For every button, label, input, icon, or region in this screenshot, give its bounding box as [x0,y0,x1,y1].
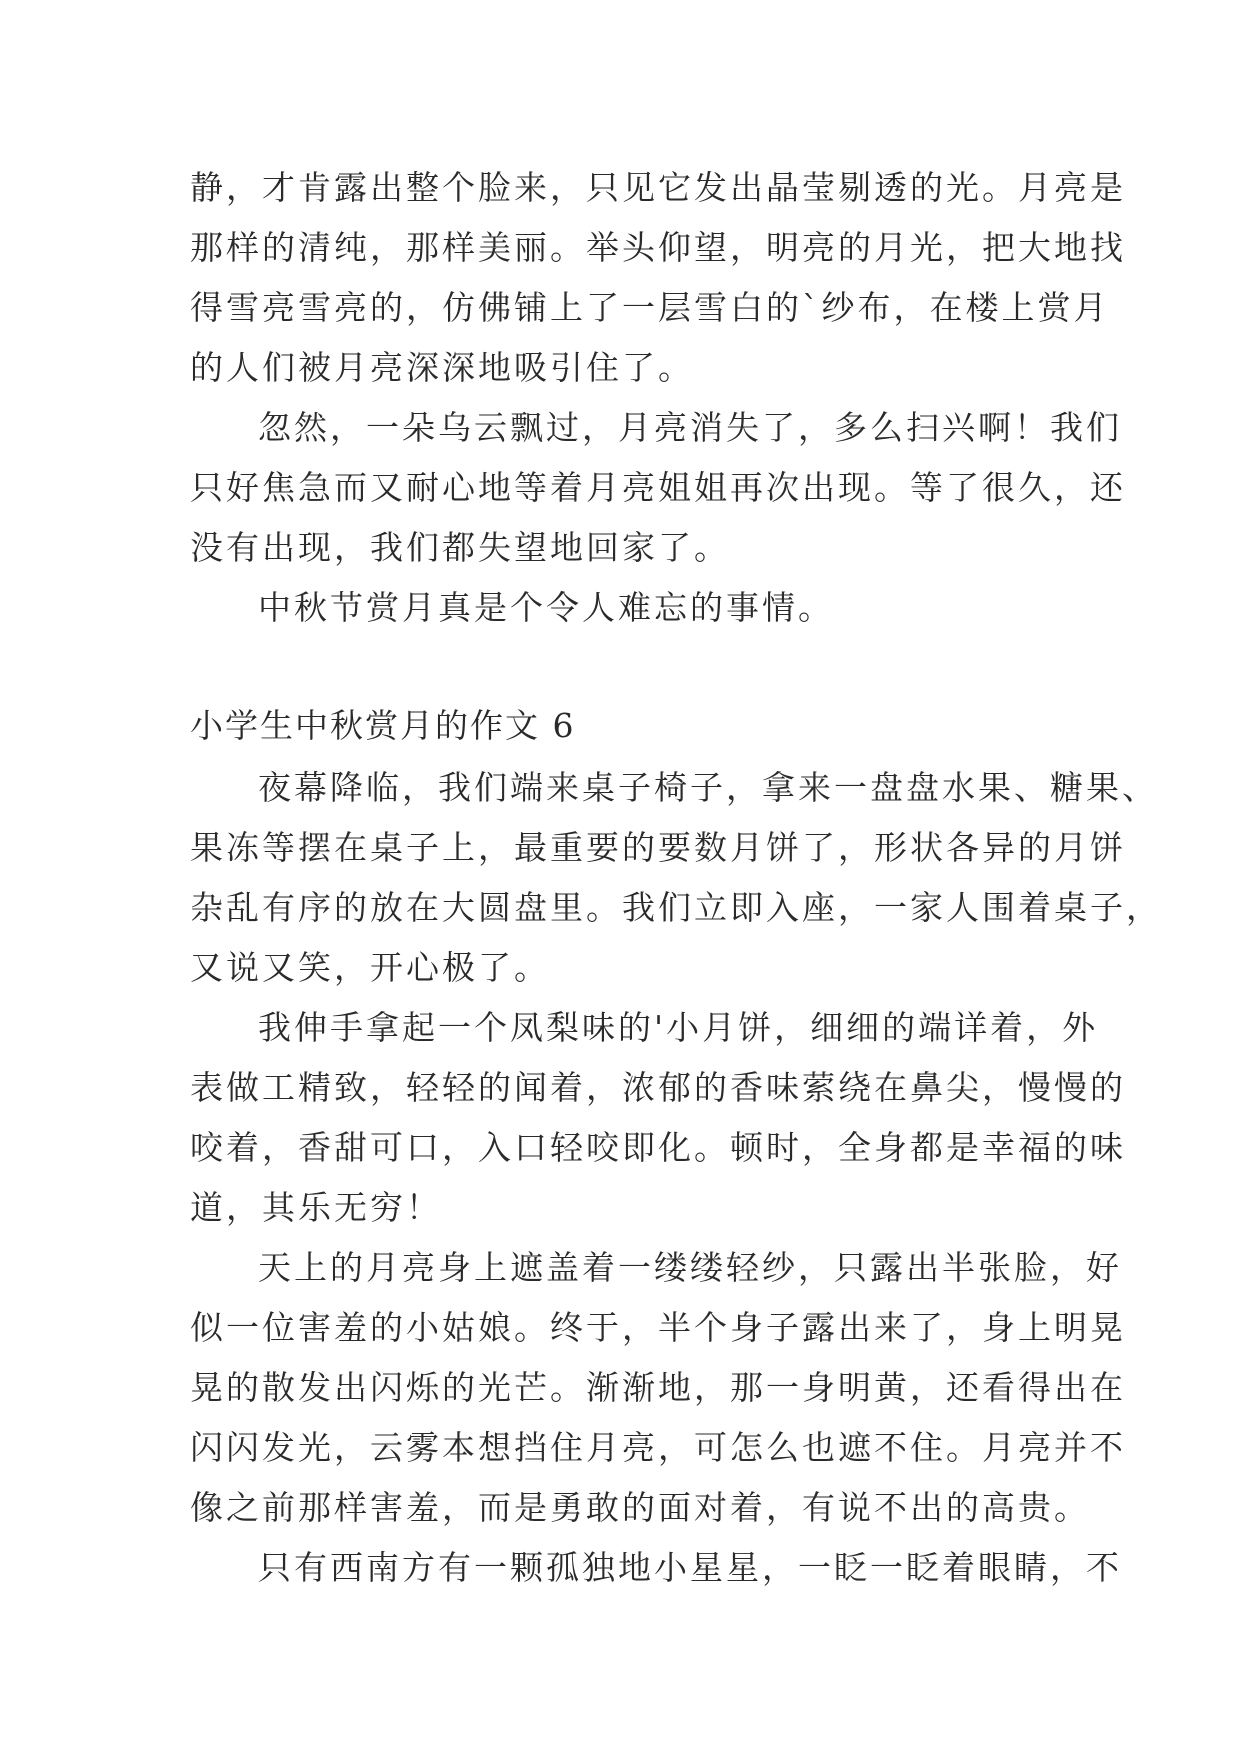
text-line: 晃的散发出闪烁的光芒。渐渐地，那一身明黄，还看得出在 [190,1368,1126,1407]
text-line: 忽然，一朵乌云飘过，月亮消失了，多么扫兴啊！我们 [258,408,1122,447]
text-line: 夜幕降临，我们端来桌子椅子，拿来一盘盘水果、糖果、 [258,768,1158,807]
paragraph [190,1238,1126,1538]
paragraph-continuation [190,158,1126,398]
text-line: 道，其乐无穷！ [190,1188,442,1227]
text-line: 中秋节赏月真是个令人难忘的事情。 [258,588,834,627]
text-line: 闪闪发光，云雾本想挡住月亮，可怎么也遮不住。月亮并不 [190,1428,1126,1467]
text-line: 果冻等摆在桌子上，最重要的要数月饼了，形状各异的月饼 [190,828,1126,867]
text-line: 只好焦急而又耐心地等着月亮姐姐再次出现。等了很久，还 [190,468,1126,507]
text-line: 表做工精致，轻轻的闻着，浓郁的香味萦绕在鼻尖，慢慢的 [190,1068,1126,1107]
paragraph [190,998,1126,1238]
text-line: 那样的清纯，那样美丽。举头仰望，明亮的月光，把大地找 [190,228,1126,267]
text-line: 静，才肯露出整个脸来，只见它发出晶莹剔透的光。月亮是 [190,168,1126,207]
text-line: 只有西南方有一颗孤独地小星星，一眨一眨着眼睛，不 [258,1548,1122,1587]
paragraph [190,398,1126,578]
text-line: 咬着，香甜可口，入口轻咬即化。顿时，全身都是幸福的味 [190,1128,1126,1167]
paragraph [190,578,1060,638]
text-line: 得雪亮雪亮的，仿佛铺上了一层雪白的`纱布，在楼上赏月 [190,288,1110,327]
section-title: 小学生中秋赏月的作文 6 [190,706,576,745]
text-line: 又说又笑，开心极了。 [190,948,550,987]
paragraph [190,758,1162,998]
text-line: 没有出现，我们都失望地回家了。 [190,528,730,567]
text-line: 似一位害羞的小姑娘。终于，半个身子露出来了，身上明晃 [190,1308,1126,1347]
text-line: 杂乱有序的放在大圆盘里。我们立即入座，一家人围着桌子， [190,888,1162,927]
text-line: 的人们被月亮深深地吸引住了。 [190,348,694,387]
paragraph [190,1538,1122,1598]
text-line: 我伸手拿起一个凤梨味的'小月饼，细细的端详着，外 [258,1008,1099,1047]
text-line: 像之前那样害羞，而是勇敢的面对着，有说不出的高贵。 [190,1488,1090,1527]
text-line: 天上的月亮身上遮盖着一缕缕轻纱，只露出半张脸，好 [258,1248,1122,1287]
